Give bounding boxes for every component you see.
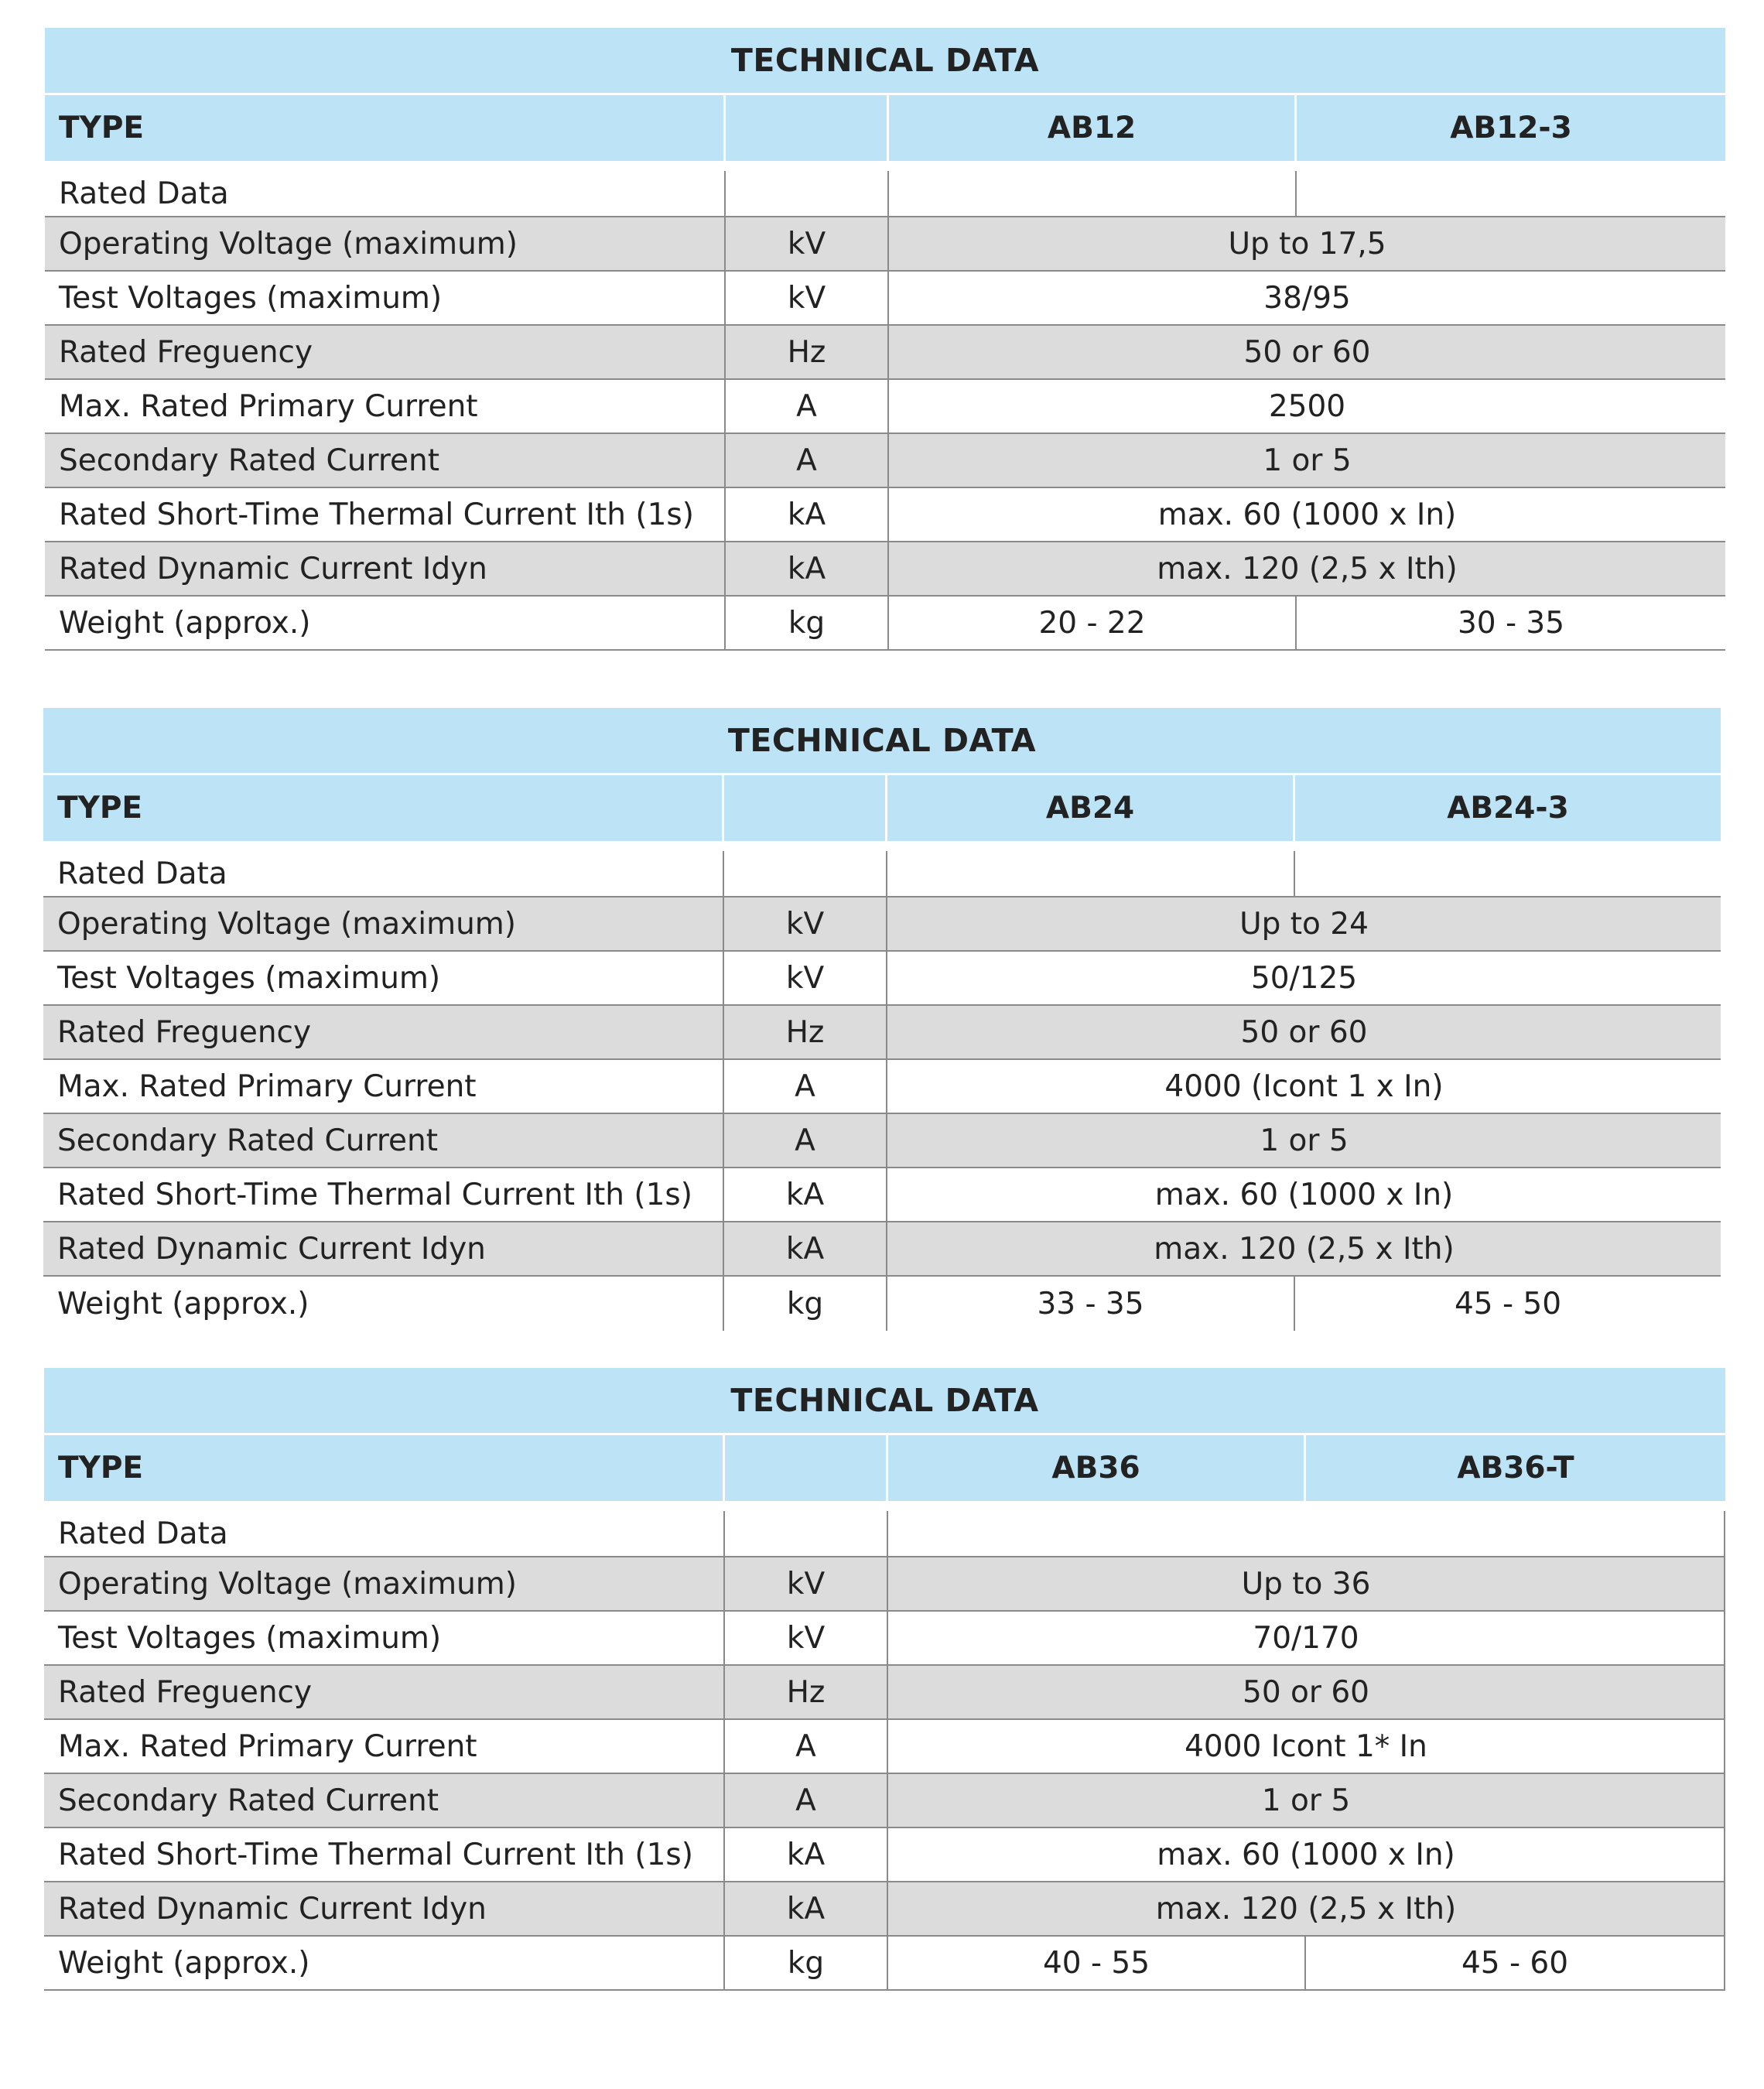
row-label: Operating Voltage (maximum) [45, 217, 726, 270]
row-unit: kV [725, 1612, 888, 1664]
row-unit: A [724, 1114, 887, 1167]
table-row [44, 1666, 1725, 1720]
table-title: TECHNICAL DATA [44, 1368, 1725, 1435]
row-unit: Hz [726, 326, 889, 378]
row-label: Secondary Rated Current [44, 1774, 725, 1827]
table-row [44, 1774, 1725, 1828]
unit-header [726, 95, 889, 161]
table-row-weight [43, 1277, 1721, 1331]
row-unit: kA [724, 1222, 887, 1275]
row-unit: kA [726, 488, 889, 541]
row-value: 4000 Icont 1* In [888, 1720, 1725, 1773]
row-value-a: 20 - 22 [889, 597, 1297, 649]
table-row [45, 380, 1725, 434]
row-value: max. 60 (1000 x In) [1154, 1177, 1454, 1212]
row-value-a: 40 - 55 [888, 1937, 1306, 1989]
table-row [45, 488, 1725, 542]
model-a-header: AB24 [887, 775, 1295, 841]
technical-data-table-ab36 [44, 1368, 1725, 1991]
row-unit: kA [725, 1828, 888, 1881]
unit-header [725, 1435, 888, 1501]
row-value-b: 45 - 50 [1454, 1286, 1562, 1321]
row-value: 1 or 5 [1260, 1123, 1349, 1158]
type-header-row [45, 95, 1725, 163]
row-label: Weight (approx.) [45, 597, 726, 649]
type-header-row [44, 1435, 1725, 1503]
row-unit [726, 171, 889, 216]
row-label: Rated Freguency [45, 326, 726, 378]
row-value: 50 or 60 [1240, 1014, 1368, 1050]
row-unit: kV [724, 952, 887, 1004]
row-unit: kV [724, 897, 887, 950]
row-label: Max. Rated Primary Current [44, 1720, 725, 1773]
row-unit: Hz [725, 1666, 888, 1718]
row-value: max. 60 (1000 x In) [888, 1828, 1725, 1881]
row-unit [725, 1511, 888, 1556]
row-unit: A [725, 1774, 888, 1827]
table-row [43, 1006, 1721, 1060]
type-label: TYPE [45, 95, 726, 161]
row-label: Rated Freguency [43, 1006, 724, 1058]
table-row-rated-data [44, 1503, 1725, 1557]
row-value: 1 or 5 [1263, 443, 1352, 478]
row-label: Rated Dynamic Current Idyn [43, 1222, 724, 1275]
table-row [44, 1612, 1725, 1666]
row-unit: kg [724, 1277, 887, 1331]
row-value: 50 or 60 [888, 1666, 1725, 1718]
technical-data-table-ab12 [45, 28, 1725, 651]
table-row [45, 217, 1725, 272]
unit-header [724, 775, 887, 841]
row-value: max. 120 (2,5 x Ith) [1154, 1231, 1455, 1267]
row-value: 70/170 [888, 1612, 1725, 1664]
row-value: 1 or 5 [888, 1774, 1725, 1827]
table-row-rated-data [45, 163, 1725, 217]
row-value: 50 or 60 [1243, 334, 1371, 370]
table-row [43, 897, 1721, 952]
row-value: 2500 [1268, 388, 1346, 424]
row-label: Rated Short-Time Thermal Current Ith (1s) [45, 488, 726, 541]
row-unit [724, 851, 887, 896]
row-label: Rated Short-Time Thermal Current Ith (1s) [44, 1828, 725, 1881]
model-a-header: AB36 [888, 1435, 1306, 1501]
row-label: Rated Freguency [44, 1666, 725, 1718]
row-label: Test Voltages (maximum) [45, 272, 726, 324]
row-value: 4000 (Icont 1 x In) [1164, 1068, 1444, 1104]
table-row [45, 272, 1725, 326]
model-a-header: AB12 [889, 95, 1297, 161]
row-label: Weight (approx.) [44, 1937, 725, 1989]
type-label: TYPE [43, 775, 724, 841]
row-label: Rated Data [44, 1511, 725, 1556]
row-value: 50/125 [1250, 960, 1358, 996]
table-row [45, 326, 1725, 380]
row-unit: A [724, 1060, 887, 1113]
row-value: Up to 17,5 [1228, 226, 1386, 262]
row-value: max. 120 (2,5 x Ith) [888, 1882, 1725, 1935]
table-row [45, 542, 1725, 597]
row-value [888, 1511, 1725, 1556]
row-label: Max. Rated Primary Current [43, 1060, 724, 1113]
row-value-b: 30 - 35 [1457, 605, 1565, 641]
row-value: Up to 36 [888, 1557, 1725, 1610]
row-value-a [889, 171, 1297, 216]
table-row-weight [44, 1937, 1725, 1991]
row-label: Operating Voltage (maximum) [43, 897, 724, 950]
row-unit: kA [726, 542, 889, 595]
row-unit: kV [726, 272, 889, 324]
row-label: Secondary Rated Current [43, 1114, 724, 1167]
row-unit: kA [725, 1882, 888, 1935]
table-row [43, 1114, 1721, 1168]
row-unit: kg [725, 1937, 888, 1989]
row-unit: kV [726, 217, 889, 270]
table-row [43, 1222, 1721, 1277]
table-row [43, 952, 1721, 1006]
technical-data-table-ab24 [43, 708, 1721, 1331]
row-label: Max. Rated Primary Current [45, 380, 726, 433]
table-row-weight [45, 597, 1725, 651]
row-label: Rated Data [43, 851, 724, 896]
row-value: max. 60 (1000 x In) [1157, 497, 1457, 532]
row-label: Test Voltages (maximum) [43, 952, 724, 1004]
row-unit: kg [726, 597, 889, 649]
row-label: Rated Dynamic Current Idyn [44, 1882, 725, 1935]
table-title: TECHNICAL DATA [43, 708, 1721, 775]
table-row [44, 1828, 1725, 1882]
row-unit: kA [724, 1168, 887, 1221]
table-title: TECHNICAL DATA [45, 28, 1725, 95]
row-unit: Hz [724, 1006, 887, 1058]
row-value-b [1297, 171, 1725, 216]
model-b-header: AB24-3 [1447, 791, 1569, 826]
row-unit: A [725, 1720, 888, 1773]
table-row [43, 1060, 1721, 1114]
row-label: Secondary Rated Current [45, 434, 726, 487]
row-label: Rated Short-Time Thermal Current Ith (1s) [43, 1168, 724, 1221]
row-value: Up to 24 [1239, 906, 1369, 942]
row-unit: kV [725, 1557, 888, 1610]
row-label: Rated Data [45, 171, 726, 216]
row-unit: A [726, 434, 889, 487]
table-row [44, 1557, 1725, 1612]
row-value-a [887, 851, 1295, 896]
table-row [44, 1720, 1725, 1774]
row-value-b: 45 - 60 [1306, 1937, 1725, 1989]
model-b-header: AB12-3 [1450, 111, 1572, 145]
model-b-header: AB36-T [1457, 1451, 1574, 1486]
type-label: TYPE [44, 1435, 725, 1501]
table-row-rated-data [43, 843, 1721, 897]
table-row [43, 1168, 1721, 1222]
row-value-b [1295, 851, 1721, 896]
row-value-a: 33 - 35 [887, 1277, 1295, 1331]
row-value: max. 120 (2,5 x Ith) [1157, 551, 1458, 586]
type-header-row [43, 775, 1721, 843]
table-row [45, 434, 1725, 488]
row-label: Rated Dynamic Current Idyn [45, 542, 726, 595]
row-value: 38/95 [1263, 280, 1351, 316]
table-row [44, 1882, 1725, 1937]
row-unit: A [726, 380, 889, 433]
row-label: Operating Voltage (maximum) [44, 1557, 725, 1610]
row-label: Test Voltages (maximum) [44, 1612, 725, 1664]
row-label: Weight (approx.) [43, 1277, 724, 1331]
